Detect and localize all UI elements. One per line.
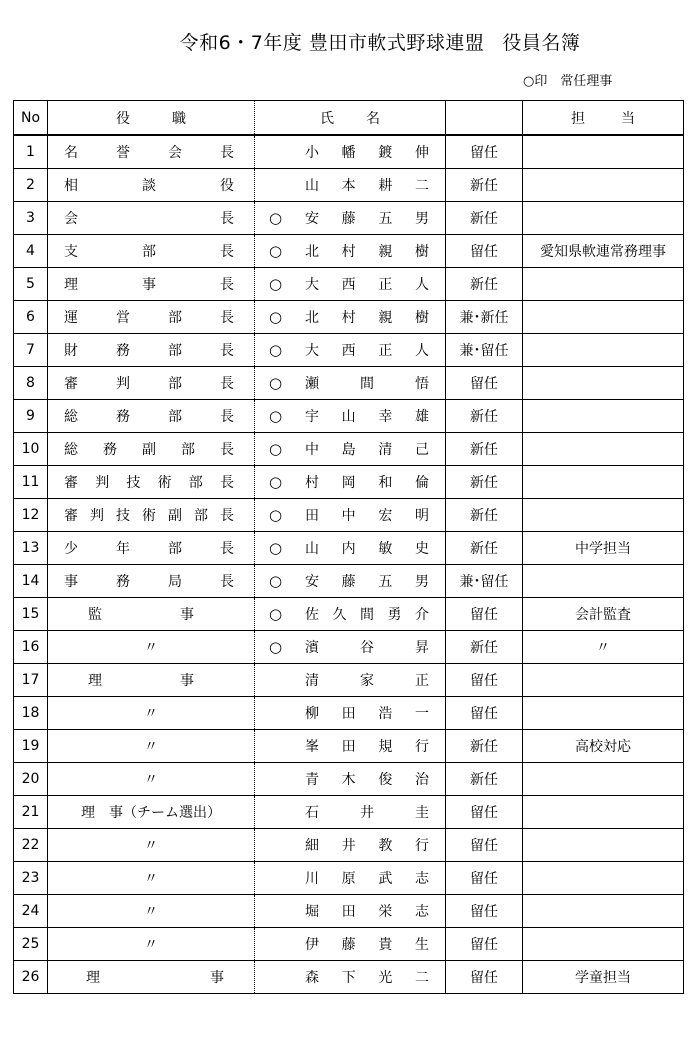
name-cell bbox=[255, 928, 446, 961]
role-cell bbox=[48, 763, 255, 796]
role-text: 〃 bbox=[144, 772, 158, 788]
name-cell bbox=[255, 367, 446, 400]
status-cell: 留任 bbox=[446, 235, 523, 268]
name-cell bbox=[255, 433, 446, 466]
row-number: 1 bbox=[14, 135, 48, 169]
status-cell: 留任 bbox=[446, 135, 523, 169]
person-name: 山 内 敏 史 bbox=[305, 541, 429, 557]
person-name: 峯 田 規 行 bbox=[305, 739, 429, 755]
table-row bbox=[14, 961, 684, 994]
role-cell bbox=[48, 334, 255, 367]
row-number: 3 bbox=[14, 202, 48, 235]
table-row bbox=[14, 532, 684, 565]
row-number: 6 bbox=[14, 301, 48, 334]
row-number: 11 bbox=[14, 466, 48, 499]
table-row bbox=[14, 202, 684, 235]
name-cell bbox=[255, 235, 446, 268]
name-cell bbox=[255, 598, 446, 631]
name-cell bbox=[255, 961, 446, 994]
note-cell: 〃 bbox=[523, 631, 684, 664]
table-row bbox=[14, 565, 684, 598]
role-text: 〃 bbox=[144, 904, 158, 920]
role-text: 理 事 bbox=[88, 673, 194, 689]
table-row bbox=[14, 135, 684, 169]
role-cell bbox=[48, 433, 255, 466]
person-name: 青 木 俊 治 bbox=[305, 772, 429, 788]
status-cell: 新任 bbox=[446, 763, 523, 796]
note-cell bbox=[523, 367, 684, 400]
role-cell bbox=[48, 466, 255, 499]
row-number: 13 bbox=[14, 532, 48, 565]
row-number: 15 bbox=[14, 598, 48, 631]
row-number: 17 bbox=[14, 664, 48, 697]
standing-director-mark: ○ bbox=[269, 374, 283, 392]
name-cell bbox=[255, 730, 446, 763]
role-cell bbox=[48, 169, 255, 202]
role-cell bbox=[48, 961, 255, 994]
note-cell bbox=[523, 499, 684, 532]
table-row bbox=[14, 466, 684, 499]
row-number: 25 bbox=[14, 928, 48, 961]
status-cell: 新任 bbox=[446, 169, 523, 202]
row-number: 7 bbox=[14, 334, 48, 367]
note-cell bbox=[523, 334, 684, 367]
role-text: 会 長 bbox=[64, 211, 234, 227]
role-cell bbox=[48, 135, 255, 169]
role-text: 審 判 技 術 副 部 長 bbox=[64, 508, 234, 524]
standing-director-mark: ○ bbox=[269, 539, 283, 557]
row-number: 5 bbox=[14, 268, 48, 301]
name-cell bbox=[255, 268, 446, 301]
name-cell bbox=[255, 169, 446, 202]
row-number: 9 bbox=[14, 400, 48, 433]
status-cell: 兼･留任 bbox=[446, 565, 523, 598]
table-row bbox=[14, 400, 684, 433]
status-cell: 留任 bbox=[446, 697, 523, 730]
note-cell: 愛知県軟連常務理事 bbox=[523, 235, 684, 268]
status-cell: 新任 bbox=[446, 730, 523, 763]
standing-director-mark: ○ bbox=[269, 209, 283, 227]
person-name: 安 藤 五 男 bbox=[305, 211, 429, 227]
table-row bbox=[14, 367, 684, 400]
row-number: 18 bbox=[14, 697, 48, 730]
row-number: 22 bbox=[14, 829, 48, 862]
role-text: 理 事（チーム選出） bbox=[81, 805, 221, 821]
table-row bbox=[14, 268, 684, 301]
note-cell bbox=[523, 301, 684, 334]
standing-director-mark: ○ bbox=[269, 242, 283, 260]
status-cell: 留任 bbox=[446, 829, 523, 862]
row-number: 10 bbox=[14, 433, 48, 466]
table-row bbox=[14, 928, 684, 961]
name-cell bbox=[255, 301, 446, 334]
role-cell bbox=[48, 598, 255, 631]
name-cell bbox=[255, 862, 446, 895]
role-text: 財 務 部 長 bbox=[64, 343, 234, 359]
status-cell: 留任 bbox=[446, 895, 523, 928]
role-cell bbox=[48, 367, 255, 400]
row-number: 21 bbox=[14, 796, 48, 829]
table-row bbox=[14, 169, 684, 202]
status-cell: 新任 bbox=[446, 268, 523, 301]
status-cell: 兼･留任 bbox=[446, 334, 523, 367]
header-status bbox=[446, 101, 523, 136]
row-number: 4 bbox=[14, 235, 48, 268]
header-note bbox=[523, 101, 684, 136]
person-name: 安 藤 五 男 bbox=[305, 574, 429, 590]
page-title bbox=[0, 28, 700, 55]
row-number: 14 bbox=[14, 565, 48, 598]
standing-director-mark: ○ bbox=[269, 407, 283, 425]
table-row bbox=[14, 697, 684, 730]
role-text: 支 部 長 bbox=[64, 244, 234, 260]
role-cell bbox=[48, 400, 255, 433]
person-name: 清 家 正 bbox=[305, 673, 429, 689]
row-number: 8 bbox=[14, 367, 48, 400]
person-name: 濱 谷 昇 bbox=[305, 640, 429, 656]
table-row bbox=[14, 499, 684, 532]
role-cell bbox=[48, 202, 255, 235]
person-name: 川 原 武 志 bbox=[305, 871, 429, 887]
role-text: 〃 bbox=[144, 706, 158, 722]
header-note-text: 担 当 bbox=[571, 110, 635, 127]
table-row bbox=[14, 598, 684, 631]
role-text: 総 務 部 長 bbox=[64, 409, 234, 425]
standing-director-mark: ○ bbox=[269, 506, 283, 524]
status-cell: 留任 bbox=[446, 367, 523, 400]
name-cell bbox=[255, 697, 446, 730]
note-cell: 高校対応 bbox=[523, 730, 684, 763]
row-number: 16 bbox=[14, 631, 48, 664]
note-cell bbox=[523, 697, 684, 730]
role-cell bbox=[48, 928, 255, 961]
note-cell bbox=[523, 862, 684, 895]
person-name: 石 井 圭 bbox=[305, 805, 429, 821]
person-name: 宇 山 幸 雄 bbox=[305, 409, 429, 425]
officer-roster-table bbox=[13, 100, 684, 994]
note-cell bbox=[523, 400, 684, 433]
role-text: 審 判 部 長 bbox=[64, 376, 234, 392]
note-cell bbox=[523, 169, 684, 202]
standing-director-mark: ○ bbox=[269, 341, 283, 359]
standing-director-mark: ○ bbox=[269, 308, 283, 326]
row-number: 23 bbox=[14, 862, 48, 895]
table-row bbox=[14, 235, 684, 268]
name-cell bbox=[255, 796, 446, 829]
note-cell bbox=[523, 664, 684, 697]
standing-director-mark: ○ bbox=[269, 572, 283, 590]
name-cell bbox=[255, 400, 446, 433]
name-cell bbox=[255, 135, 446, 169]
person-name: 村 岡 和 倫 bbox=[305, 475, 429, 491]
role-cell bbox=[48, 862, 255, 895]
name-cell bbox=[255, 334, 446, 367]
role-cell bbox=[48, 532, 255, 565]
header-name-text: 氏 名 bbox=[320, 110, 380, 127]
role-text: 理 事 長 bbox=[64, 277, 234, 293]
title-main: 令和6・7年度 豊田市軟式野球連盟 bbox=[179, 32, 485, 54]
status-cell: 留任 bbox=[446, 598, 523, 631]
role-text: 〃 bbox=[144, 640, 158, 656]
note-cell bbox=[523, 565, 684, 598]
status-cell: 新任 bbox=[446, 532, 523, 565]
legend-note: ○印 常任理事 bbox=[523, 74, 613, 89]
status-cell: 新任 bbox=[446, 202, 523, 235]
person-name: 大 西 正 人 bbox=[305, 277, 429, 293]
status-cell: 留任 bbox=[446, 862, 523, 895]
status-cell: 留任 bbox=[446, 961, 523, 994]
note-cell bbox=[523, 466, 684, 499]
status-cell: 新任 bbox=[446, 400, 523, 433]
status-cell: 新任 bbox=[446, 466, 523, 499]
row-number: 19 bbox=[14, 730, 48, 763]
note-cell bbox=[523, 895, 684, 928]
role-cell bbox=[48, 697, 255, 730]
note-cell bbox=[523, 268, 684, 301]
standing-director-mark: ○ bbox=[269, 440, 283, 458]
person-name: 田 中 宏 明 bbox=[305, 508, 429, 524]
table-row bbox=[14, 895, 684, 928]
note-cell bbox=[523, 796, 684, 829]
role-cell bbox=[48, 268, 255, 301]
table-row bbox=[14, 796, 684, 829]
status-cell: 新任 bbox=[446, 433, 523, 466]
name-cell bbox=[255, 895, 446, 928]
status-cell: 兼･新任 bbox=[446, 301, 523, 334]
note-cell bbox=[523, 202, 684, 235]
name-cell bbox=[255, 565, 446, 598]
row-number: 12 bbox=[14, 499, 48, 532]
header-role bbox=[48, 101, 255, 136]
role-text: 〃 bbox=[144, 838, 158, 854]
table-row bbox=[14, 763, 684, 796]
status-cell: 留任 bbox=[446, 664, 523, 697]
person-name: 大 西 正 人 bbox=[305, 343, 429, 359]
note-cell bbox=[523, 433, 684, 466]
role-text: 〃 bbox=[144, 937, 158, 953]
role-text: 〃 bbox=[144, 739, 158, 755]
table-row bbox=[14, 829, 684, 862]
person-name: 森 下 光 二 bbox=[305, 970, 429, 986]
name-cell bbox=[255, 631, 446, 664]
note-cell bbox=[523, 763, 684, 796]
note-cell: 会計監査 bbox=[523, 598, 684, 631]
name-cell bbox=[255, 499, 446, 532]
role-cell bbox=[48, 895, 255, 928]
role-text: 少 年 部 長 bbox=[64, 541, 234, 557]
row-number: 24 bbox=[14, 895, 48, 928]
role-text: 事 務 局 長 bbox=[64, 574, 234, 590]
table-row bbox=[14, 631, 684, 664]
table-row bbox=[14, 664, 684, 697]
person-name: 北 村 親 樹 bbox=[305, 310, 429, 326]
header-no: No bbox=[14, 101, 48, 136]
role-cell bbox=[48, 631, 255, 664]
role-cell bbox=[48, 499, 255, 532]
role-text: 運 営 部 長 bbox=[64, 310, 234, 326]
header-name bbox=[255, 101, 446, 136]
person-name: 柳 田 浩 一 bbox=[305, 706, 429, 722]
status-cell: 新任 bbox=[446, 499, 523, 532]
standing-director-mark: ○ bbox=[269, 473, 283, 491]
role-text: 相 談 役 bbox=[64, 178, 234, 194]
person-name: 堀 田 栄 志 bbox=[305, 904, 429, 920]
person-name: 山 本 耕 二 bbox=[305, 178, 429, 194]
role-cell bbox=[48, 565, 255, 598]
role-text: 審 判 技 術 部 長 bbox=[64, 475, 234, 491]
status-cell: 留任 bbox=[446, 928, 523, 961]
role-text: 名 誉 会 長 bbox=[64, 145, 234, 161]
table-row bbox=[14, 301, 684, 334]
status-cell: 留任 bbox=[446, 796, 523, 829]
note-cell bbox=[523, 829, 684, 862]
table-row bbox=[14, 433, 684, 466]
role-cell bbox=[48, 235, 255, 268]
role-text: 監 事 bbox=[88, 607, 194, 623]
standing-director-mark: ○ bbox=[269, 605, 283, 623]
person-name: 伊 藤 貴 生 bbox=[305, 937, 429, 953]
name-cell bbox=[255, 763, 446, 796]
role-text: 総 務 副 部 長 bbox=[64, 442, 234, 458]
name-cell bbox=[255, 466, 446, 499]
person-name: 中 島 清 己 bbox=[305, 442, 429, 458]
person-name: 瀬 間 悟 bbox=[305, 376, 429, 392]
person-name: 北 村 親 樹 bbox=[305, 244, 429, 260]
name-cell bbox=[255, 532, 446, 565]
table-row bbox=[14, 334, 684, 367]
note-cell: 学童担当 bbox=[523, 961, 684, 994]
standing-director-mark: ○ bbox=[269, 638, 283, 656]
header-role-text: 役 職 bbox=[116, 110, 186, 127]
table-row bbox=[14, 862, 684, 895]
person-name: 小 幡 鍍 伸 bbox=[305, 145, 429, 161]
role-cell bbox=[48, 730, 255, 763]
status-cell: 新任 bbox=[446, 631, 523, 664]
name-cell bbox=[255, 202, 446, 235]
role-cell bbox=[48, 796, 255, 829]
row-number: 2 bbox=[14, 169, 48, 202]
table-header-row bbox=[14, 101, 684, 136]
note-cell bbox=[523, 928, 684, 961]
note-cell: 中学担当 bbox=[523, 532, 684, 565]
standing-director-mark: ○ bbox=[269, 275, 283, 293]
row-number: 26 bbox=[14, 961, 48, 994]
role-cell bbox=[48, 301, 255, 334]
role-cell bbox=[48, 829, 255, 862]
row-number: 20 bbox=[14, 763, 48, 796]
person-name: 細 井 教 行 bbox=[305, 838, 429, 854]
role-text: 理 事 bbox=[86, 970, 224, 986]
name-cell bbox=[255, 664, 446, 697]
role-cell bbox=[48, 664, 255, 697]
table-row bbox=[14, 730, 684, 763]
person-name: 佐 久 間 勇 介 bbox=[305, 607, 429, 623]
role-text: 〃 bbox=[144, 871, 158, 887]
title-suffix: 役員名簿 bbox=[502, 32, 581, 54]
note-cell bbox=[523, 135, 684, 169]
name-cell bbox=[255, 829, 446, 862]
